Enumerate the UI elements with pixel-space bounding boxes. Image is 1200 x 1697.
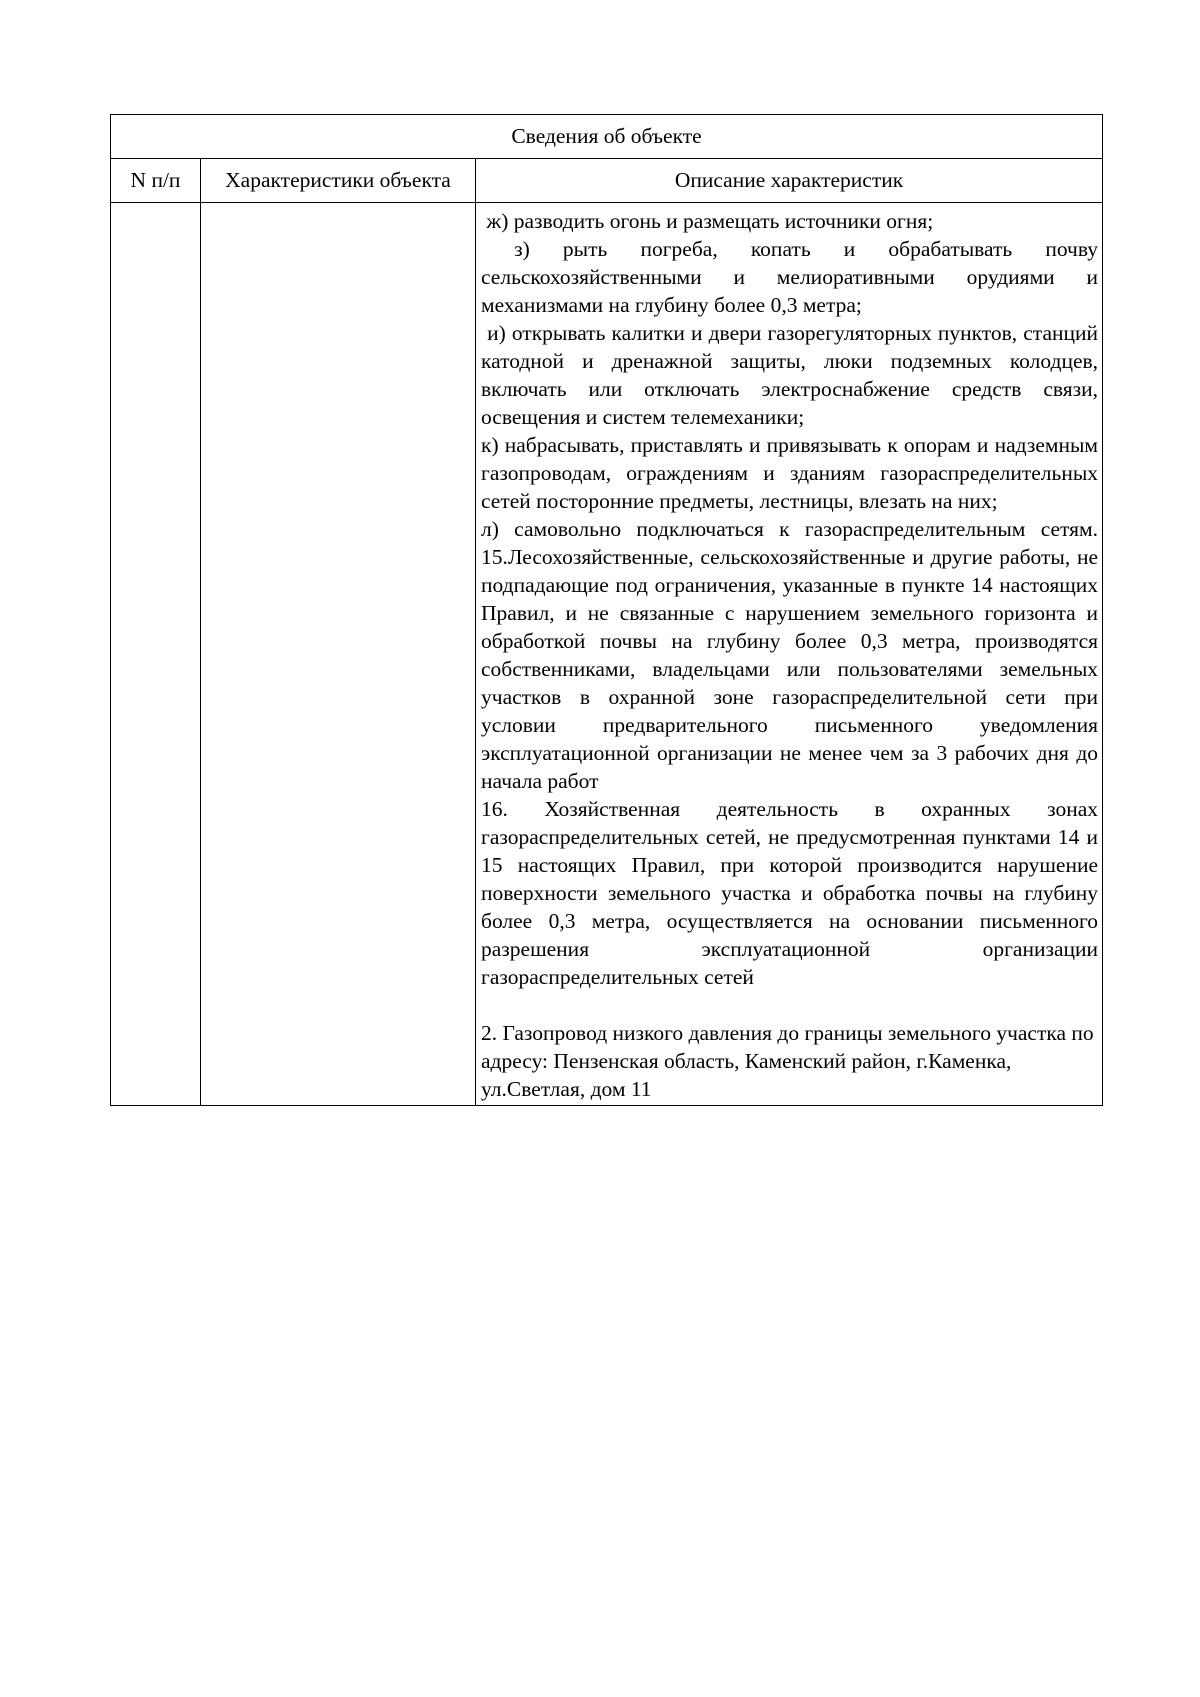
paragraph-zh: ж) разводить огонь и размещать источники огня; [481,209,934,233]
paragraph-z: з) рыть погреба, копать и обрабатывать почву сельскохозяйственными и мелиоративными орудиями и механизмами на глубину более 0,3 метра; [481,237,1104,317]
item-2: 2. Газопровод низкого давления до границы земельного участка по адресу: Пензенская область, Каменский район, г.Каменка, ул.Светлая, дом 11 [481,1021,1094,1101]
table-row [111,203,1103,1106]
paragraph-i: и) открывать калитки и двери газорегуляторных пунктов, станций катодной и дренажной защиты, люки подземных колодцев, включать или отключать электроснабжение средств связи, освещения и систем телемеханики; [481,321,1104,429]
header-characteristics: Характеристики объекта [201,159,476,203]
spacer [481,991,1098,1019]
table-title: Сведения об объекте [111,115,1103,159]
row-number-cell [111,203,201,1106]
row-description-cell [476,203,1125,1106]
paragraph-k: к) набрасывать, приставлять и привязывать к опорам и надземным газопроводам, ограждениям и зданиям газораспределительных сетей посторонние предметы, лестницы, влезать на них; [481,433,1099,513]
paragraph-16: 16. Хозяйственная деятельность в охранных зонах газораспределительных сетей, не предусмотренная пунктами 14 и 15 настоящих Правил, при которой производится нарушение поверхности земельного участка и обработка почвы на глубину более 0,3 метра, осуществляется на основании письменного разрешения эксплуатационной организации газораспределительных сетей [481,797,1099,989]
paragraph-l: л) самовольно подключаться к газораспределительным сетям. 15.Лесохозяйственные, сельскохозяйственные и другие работы, не подпадающие под ограничения, указанные в пункте 14 настоящих Правил, и не связанные с нарушением земельного горизонта и обработкой почвы на глубину более 0,3 метра, производятся собственниками, владельцами или пользователями земельных участков в охранной зоне газораспределительной сети при условии предварительного письменного уведомления эксплуатационной организации не менее чем за 3 рабочих дня до начала работ [481,517,1125,793]
row-characteristic-cell [201,203,476,1106]
header-description: Описание характеристик [476,159,1103,203]
header-number: N п/п [111,159,201,203]
object-info-table [110,114,1125,1106]
